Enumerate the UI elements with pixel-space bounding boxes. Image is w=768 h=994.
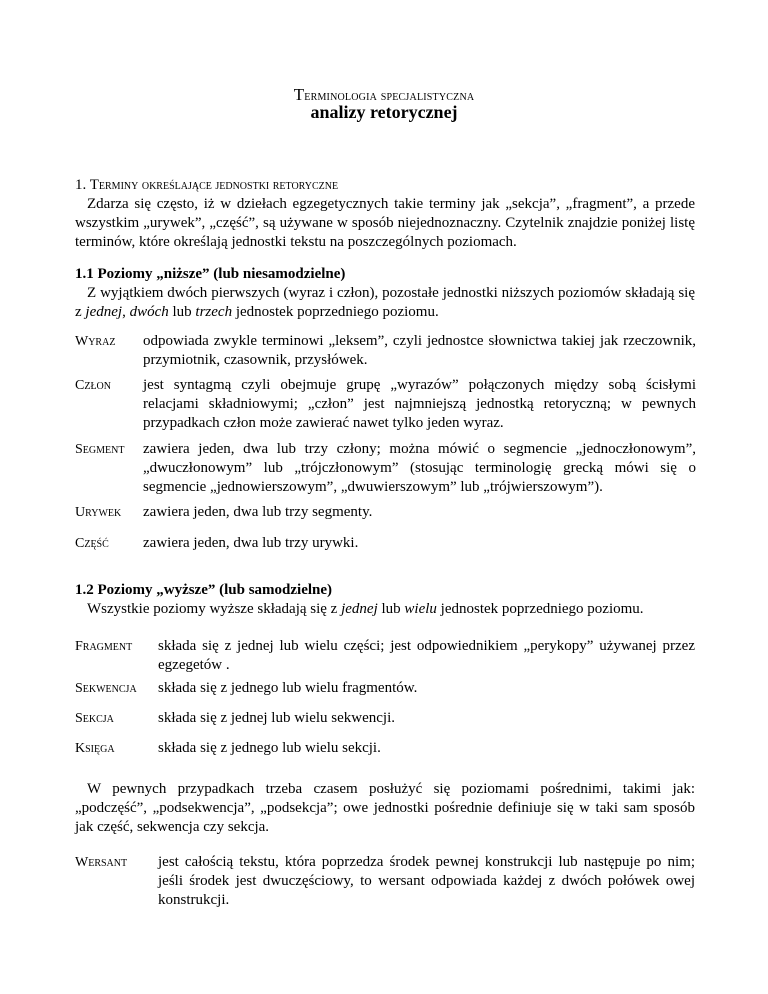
definition-ksiega: składa się z jednego lub wielu sekcji.: [158, 740, 381, 756]
definition-czlon: jest syntagmą czyli obejmuje grupę „wyrazów” połączonych między sobą ścisłymi relacjami składniowymi; „człon” jest najmniejszą jednostką retoryczną; w pewnych przypadkach człon może zawierać nawet tylko jeden wyraz.: [143, 377, 696, 431]
title-rest: erminologia specjalistyczna: [304, 89, 475, 104]
definition-czesc: zawiera jeden, dwa lub trzy urywki.: [143, 535, 359, 551]
section-1-heading: 1. Terminy określające jednostki retoryczne: [75, 177, 339, 193]
document-title-line2: analizy retorycznej: [310, 102, 458, 122]
section-1-1-intro: Z wyjątkiem dwóch pierwszych (wyraz i człon), pozostałe jednostki niższych poziomów składają się z jednej, dwóch lub trzech jednostek poprzedniego poziomu.: [75, 285, 695, 320]
definition-fragment: składa się z jednej lub wielu części; jest odpowiednikiem „perykopy” używanej przez egzegetów .: [158, 638, 695, 673]
definition-wersant: jest całością tekstu, która poprzedza środek pewnej konstrukcji lub następuje po nim; jeśli środek jest dwuczęściowy, to wersant odpowiada każdej z dwóch połówek owej konstrukcji.: [158, 854, 695, 908]
term-ksiega: Księga: [75, 741, 115, 756]
definition-sekcja: składa się z jednej lub wielu sekwencji.: [158, 710, 396, 726]
definition-urywek: zawiera jeden, dwa lub trzy segmenty.: [143, 504, 373, 520]
title-initial: T: [293, 85, 305, 104]
section-1-paragraph: Zdarza się często, iż w dziełach egzegetycznych takie terminy jak „sekcja”, „fragment”, a przede wszystkim „urywek”, „część”, są używane w sposób niejednoznaczny. Czytelnik znajdzie poniżej listę terminów, które określają jednostki tekstu na poszczególnych poziomach.: [75, 196, 695, 250]
section-1-2-heading: 1.2 Poziomy „wyższe” (lub samodzielne): [75, 582, 333, 598]
definition-wyraz: odpowiada zwykle terminowi „leksem”, czyli jednostce słownictwa takiej jak rzeczownik, przymiotnik, czasownik, przysłówek.: [143, 333, 696, 368]
term-sekcja: Sekcja: [75, 711, 114, 726]
definition-sekwencja: składa się z jednego lub wielu fragmentów.: [158, 680, 418, 696]
term-urywek: Urywek: [75, 505, 122, 520]
definition-segment: zawiera jeden, dwa lub trzy człony; można mówić o segmencie „jednoczłonowym”, „dwuczłonowym” lub „trójczłonowym” (stosując terminologię grecką mówi się o segmencie „jednowierszowym”, „dwuwierszowym” lub „trójwierszowym”).: [143, 441, 696, 495]
term-wyraz: Wyraz: [75, 334, 116, 349]
term-czlon: Człon: [75, 378, 111, 393]
term-sekwencja: Sekwencja: [75, 681, 137, 696]
term-wersant: Wersant: [75, 855, 128, 870]
section-1-2-note: W pewnych przypadkach trzeba czasem posłużyć się poziomami pośrednimi, takimi jak: „podczęść”, „podsekwencja”, „podsekcja”; owe jednostki pośrednie definiuje się w taki sam sposób jak część, sekwencja czy sekcja.: [75, 781, 695, 835]
term-czesc: Część: [75, 536, 109, 551]
term-fragment: Fragment: [75, 639, 133, 654]
term-segment: Segment: [75, 442, 125, 457]
section-1-2-intro: Wszystkie poziomy wyższe składają się z jednej lub wielu jednostek poprzedniego poziomu.: [87, 601, 644, 617]
section-1-1-heading: 1.1 Poziomy „niższe” (lub niesamodzielne): [75, 266, 346, 282]
